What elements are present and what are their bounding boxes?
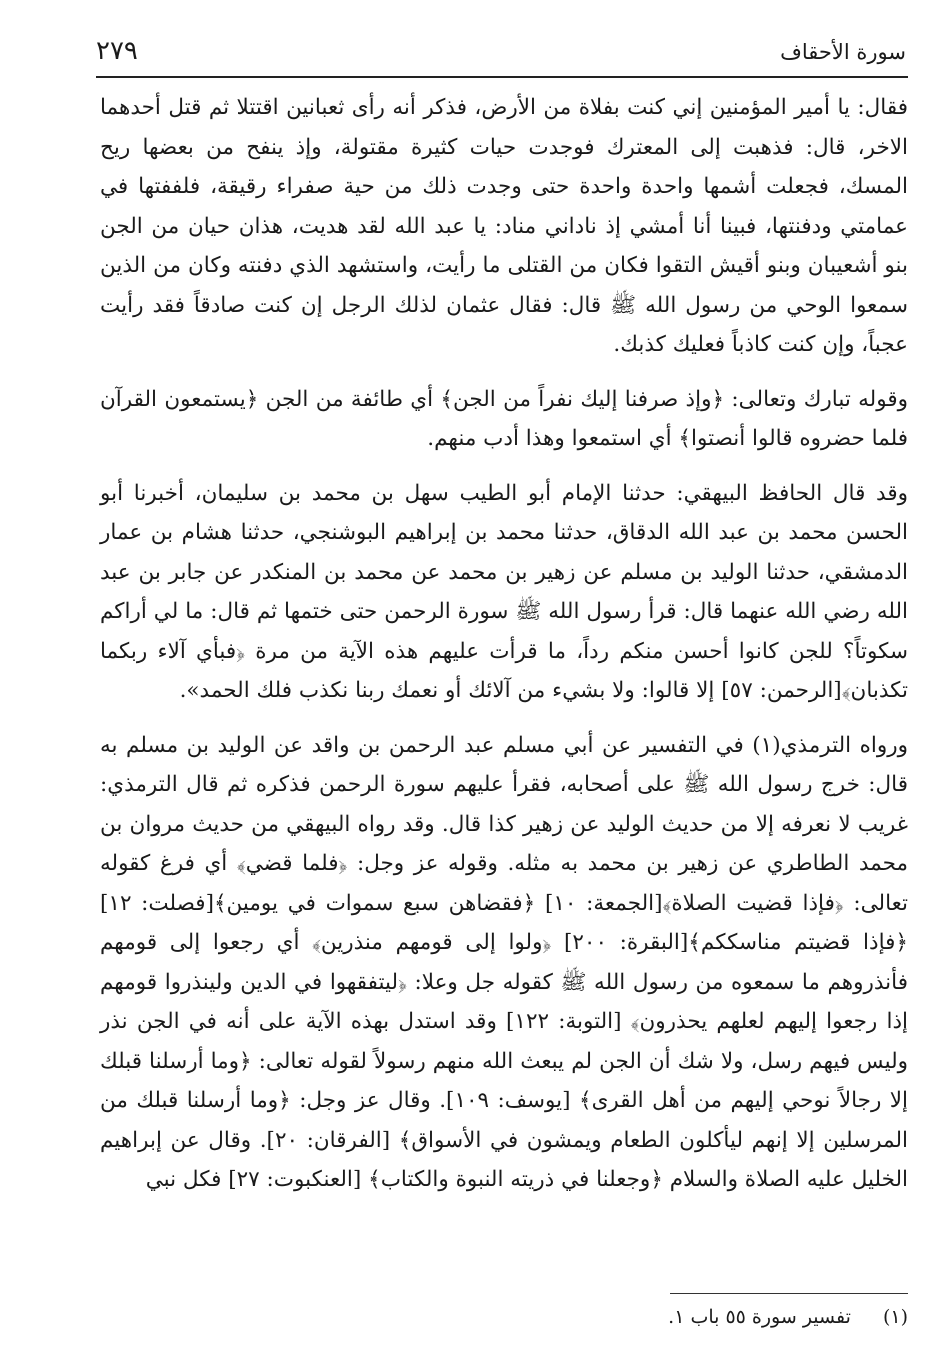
- paragraph: فقال: يا أمير المؤمنين إني كنت بفلاة من الأرض، فذكر أنه رأى ثعبانين اقتتلا ثم قتل أحدهما الاخر، قال: فذهبت إلى المعترك فوجدت حيات كثيرة مقتولة، وإذ ينفح من بعضها ريح المسك، فجعلت أشمها واحدة واحدة حتى وجدت ذلك من حية صفراء رقيقة، فلففتها في عمامتي ودفنتها، فبينا أنا أمشي إذ ناداني مناد: يا عبد الله لقد هديت، هذان حيان من الجن بنو أشعيبان وبنو أقيش التقوا فكان من القتلى ما رأيت، واستشهد الذي دفنته وكان من الذين سمعوا الوحي من رسول الله ﷺ قال: فقال عثمان لذلك الرجل إن كنت صادقاً فقد رأيت عجباً، وإن كنت كاذباً فعليك كذبك.: [100, 95, 908, 357]
- footnote-text: تفسير سورة ٥٥ باب ١.: [668, 1306, 851, 1328]
- footnote-number: (١): [882, 1306, 908, 1328]
- paragraph: وقوله تبارك وتعالى: ﴿وإذ صرفنا إليك نفراً من الجن﴾ أي طائفة من الجن ﴿يستمعون القرآن فلما حضروه قالوا أنصتوا﴾ أي استمعوا وهذا أدب منهم.: [100, 386, 908, 451]
- footnote-rule: [670, 1293, 908, 1294]
- paragraph: وقد قال الحافظ البيهقي: حدثنا الإمام أبو الطيب سهل بن محمد بن سليمان، أخبرنا أبو الحسن محمد بن عبد الله الدقاق، حدثنا محمد بن إبراهيم البوشنجي، حدثنا هشام بن عمار الدمشقي، حدثنا الوليد بن مسلم عن زهير بن محمد عن محمد بن المنكدر عن جابر بن عبد الله رضي الله عنهما قال: قرأ رسول الله ﷺ سورة الرحمن حتى ختمها ثم قال: ما لي أراكم سكوتاً؟ للجن كانوا أحسن منكم رداً، ما قرأت عليهم هذه الآية من مرة ﴿فبأي آلاء ربكما تكذبان﴾[الرحمن: ٥٧] إلا قالوا: ولا بشيء من آلائك أو نعمك ربنا نكذب فلك الحمد».: [100, 480, 908, 703]
- surah-title: سورة الأحقاف: [780, 40, 906, 64]
- paragraph: ورواه الترمذي(١) في التفسير عن أبي مسلم عبد الرحمن بن واقد عن الوليد بن مسلم به قال: خرج رسول الله ﷺ على أصحابه، فقرأ عليهم سورة الرحمن فذكره ثم قال الترمذي: غريب لا نعرفه إلا من حديث الوليد عن زهير كذا قال. وقد رواه البيهقي من حديث مروان بن محمد الطاطري عن زهير بن محمد به مثله. وقوله عز وجل: ﴿فلما قضي﴾ أي فرغ كقوله تعالى: ﴿فإذا قضيت الصلاة﴾[الجمعة: ١٠] ﴿فقضاهن سبع سموات في يومين﴾[فصلت: ١٢] ﴿فإذا قضيتم مناسككم﴾[البقرة: ٢٠٠] ﴿ولوا إلى قومهم منذرين﴾ أي رجعوا إلى قومهم فأنذروهم ما سمعوه من رسول الله ﷺ كقوله جل وعلا: ﴿ليتفقهوا في الدين ولينذروا قومهم إذا رجعوا إليهم لعلهم يحذرون﴾ [التوبة: ١٢٢] وقد استدل بهذه الآية على أنه في الجن نذر وليس فيهم رسل، ولا شك أن الجن لم يبعث الله منهم رسولاً لقوله تعالى: ﴿وما أرسلنا قبلك إلا رجالاً نوحي إليهم من أهل القرى﴾ [يوسف: ١٠٩]. وقال عز وجل: ﴿وما أرسلنا قبلك من المرسلين إلا إنهم ليأكلون الطعام ويمشون في الأسواق﴾ [الفرقان: ٢٠]. وقال عن إبراهيم الخليل عليه الصلاة والسلام ﴿وجعلنا في ذريته النبوة والكتاب﴾ [العنكبوت: ٢٧] فكل نبي: [100, 732, 908, 1192]
- page-number: ٢٧٩: [96, 36, 138, 66]
- page-header: [96, 34, 906, 74]
- header-rule: [96, 76, 908, 78]
- main-text: [100, 88, 908, 1200]
- footnote: [100, 1302, 908, 1332]
